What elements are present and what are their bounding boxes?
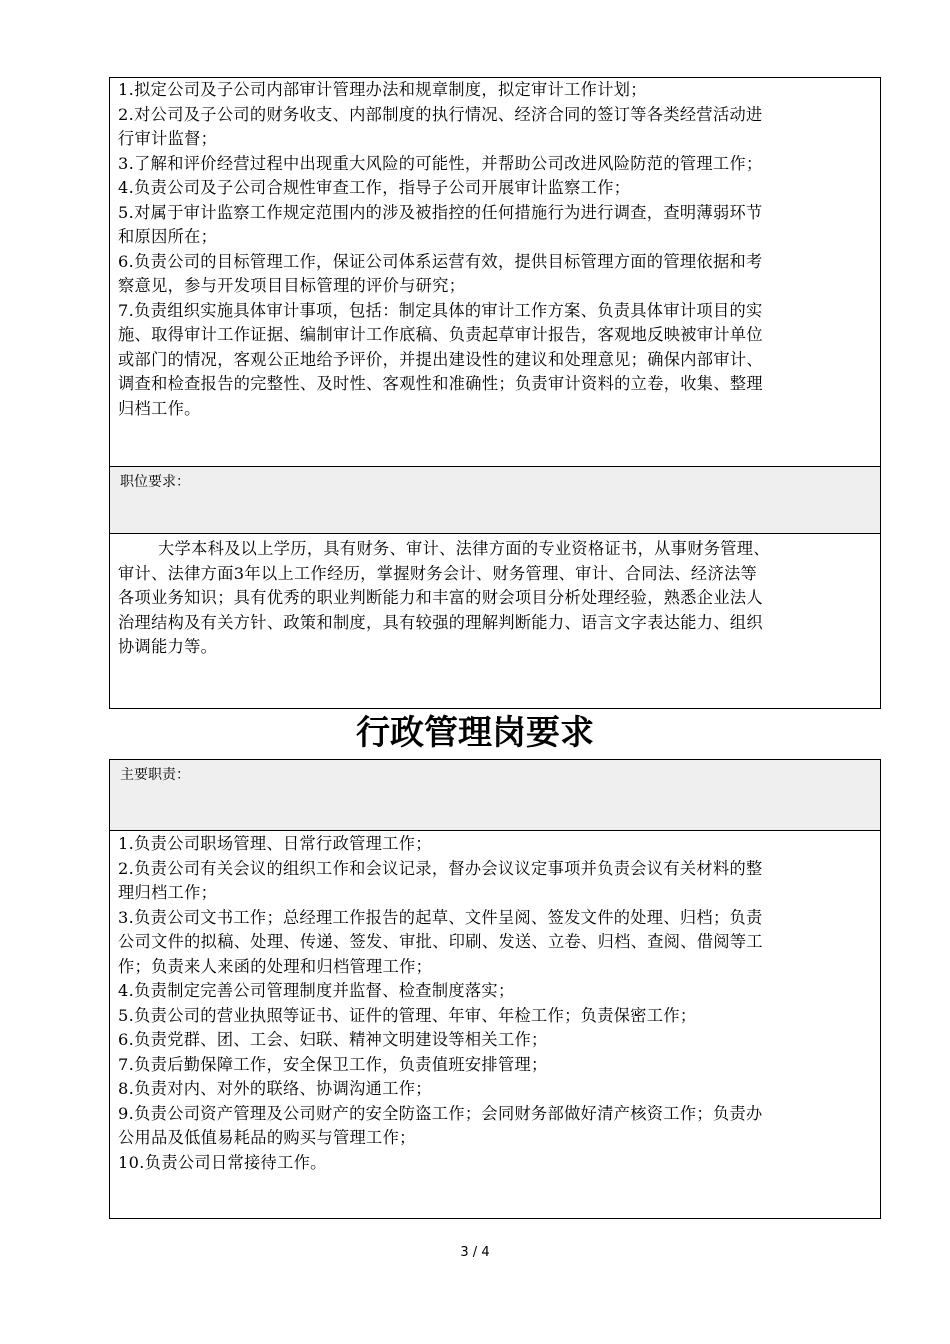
text-line: 调查和检查报告的完整性、及时性、客观性和准确性；负责审计资料的立卷，收集、整理 bbox=[118, 374, 763, 393]
page-title: 行政管理岗要求 bbox=[356, 713, 594, 753]
admin-duties-label: 主要职责： bbox=[120, 767, 190, 783]
text-line: 7.负责后勤保障工作，安全保卫工作，负责值班安排管理； bbox=[118, 1054, 548, 1074]
position-requirements-text bbox=[110, 534, 880, 660]
text-line: 8.负责对内、对外的联络、协调沟通工作； bbox=[118, 1079, 432, 1098]
text-line: 7.负责组织实施具体审计事项，包括：制定具体的审计工作方案、负责具体审计项目的实 bbox=[118, 300, 763, 320]
audit-duties-list bbox=[110, 78, 880, 421]
text-line: 协调能力等。 bbox=[118, 637, 218, 656]
text-line: 或部门的情况，客观公正地给予评价，并提出建设性的建议和处理意见；确保内部审计、 bbox=[118, 349, 763, 369]
text-line: 审计、法律方面3年以上工作经历，掌握财务会计、财务管理、审计、合同法、经济法等 bbox=[118, 563, 758, 583]
text-line: 5.对属于审计监察工作规定范围内的涉及被指控的任何措施行为进行调查，查明薄弱环节 bbox=[118, 202, 763, 222]
text-line: 和原因所在； bbox=[118, 227, 218, 246]
position-requirements-box bbox=[109, 533, 881, 709]
text-line: 作；负责来人来函的处理和归档管理工作； bbox=[118, 956, 433, 976]
text-line: 5.负责公司的营业执照等证书、证件的管理、年审、年检工作；负责保密工作； bbox=[118, 1005, 697, 1025]
admin-duties-box bbox=[109, 830, 881, 1219]
audit-duties-box bbox=[109, 77, 881, 467]
text-line: 大学本科及以上学历，具有财务、审计、法律方面的专业资格证书，从事财务管理、 bbox=[158, 539, 770, 558]
text-line: 4.负责公司及子公司合规性审查工作，指导子公司开展审计监察工作； bbox=[118, 178, 631, 197]
text-line: 6.负责党群、团、工会、妇联、精神文明建设等相关工作； bbox=[118, 1030, 548, 1049]
text-line: 2.对公司及子公司的财务收支、内部制度的执行情况、经济合同的签订等各类经营活动进 bbox=[118, 104, 763, 124]
text-line: 2.负责公司有关会议的组织工作和会议记录，督办会议议定事项并负责会议有关材料的整 bbox=[118, 858, 763, 878]
text-line: 10.负责公司日常接待工作。 bbox=[118, 1152, 327, 1172]
text-line: 归档工作。 bbox=[118, 398, 201, 418]
page-number: 3 / 4 bbox=[460, 1245, 490, 1260]
admin-duties-list bbox=[110, 831, 880, 1175]
admin-duties-label-box bbox=[109, 759, 881, 831]
text-line: 各项业务知识；具有优秀的职业判断能力和丰富的财会项目分析处理经验，熟悉企业法人 bbox=[118, 588, 763, 607]
text-line: 理归档工作； bbox=[118, 883, 218, 902]
text-line: 9.负责公司资产管理及公司财产的安全防盗工作；会同财务部做好清产核资工作；负责办 bbox=[118, 1103, 763, 1123]
position-requirements-label: 职位要求： bbox=[120, 474, 190, 490]
text-line: 行审计监督； bbox=[118, 129, 218, 148]
text-line: 施、取得审计工作证据、编制审计工作底稿、负责起草审计报告，客观地反映被审计单位 bbox=[118, 325, 763, 344]
text-line: 4.负责制定完善公司管理制度并监督、检查制度落实； bbox=[118, 981, 515, 1000]
text-line: 3.负责公司文书工作；总经理工作报告的起草、文件呈阅、签发文件的处理、归档；负责 bbox=[118, 907, 763, 927]
text-line: 6.负责公司的目标管理工作，保证公司体系运营有效，提供目标管理方面的管理依据和考 bbox=[118, 251, 763, 271]
position-requirements-label-box bbox=[109, 466, 881, 534]
text-line: 公司文件的拟稿、处理、传递、签发、审批、印刷、发送、立卷、归档、查阅、借阅等工 bbox=[118, 932, 763, 951]
text-line: 1.负责公司职场管理、日常行政管理工作； bbox=[118, 834, 432, 853]
text-line: 察意见，参与开发项目目标管理的评价与研究； bbox=[118, 276, 466, 295]
text-line: 3.了解和评价经营过程中出现重大风险的可能性，并帮助公司改进风险防范的管理工作； bbox=[118, 153, 763, 173]
text-line: 1.拟定公司及子公司内部审计管理办法和规章制度，拟定审计工作计划； bbox=[118, 80, 647, 99]
text-line: 公用品及低值易耗品的购买与管理工作； bbox=[118, 1128, 416, 1147]
text-line: 治理结构及有关方针、政策和制度，具有较强的理解判断能力、语言文字表达能力、组织 bbox=[118, 612, 763, 632]
